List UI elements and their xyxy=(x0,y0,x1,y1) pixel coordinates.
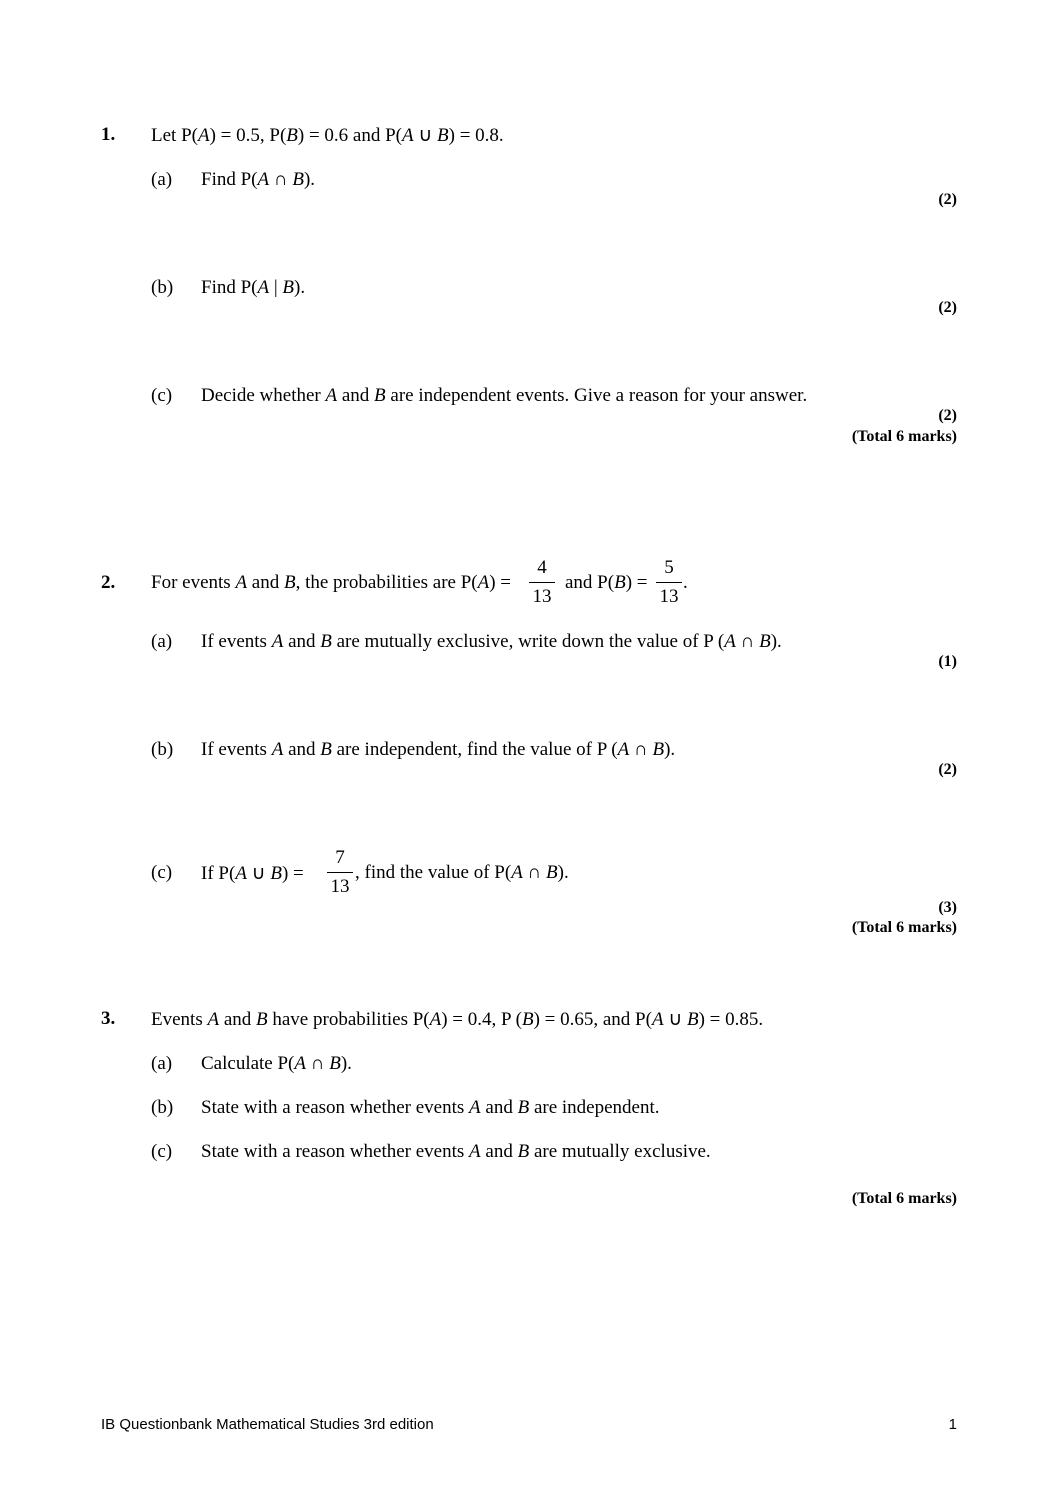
part-label: (c) xyxy=(151,862,173,883)
question-number: 3. xyxy=(101,1008,116,1029)
part-label: (b) xyxy=(151,277,174,298)
part-label: (a) xyxy=(151,169,173,190)
period: . xyxy=(683,572,688,593)
page-number: 1 xyxy=(948,1416,957,1433)
marks: (2) xyxy=(938,407,957,424)
question-stem: Events A and B have probabilities P(A) = 0.4, P (B) = 0.65, and P(A ∪ B) = 0.85. xyxy=(151,1009,764,1030)
part-text: If events A and B are independent, find the value of P (A ∩ B). xyxy=(201,739,676,760)
fraction: 5 13 xyxy=(656,557,682,608)
marks: (3) xyxy=(938,899,957,916)
part-text: Calculate P(A ∩ B). xyxy=(201,1053,352,1074)
part-text-cont: , find the value of P(A ∩ B). xyxy=(355,862,569,883)
fraction: 7 13 xyxy=(327,847,353,898)
total-marks: (Total 6 marks) xyxy=(851,919,957,936)
part-text: If events A and B are mutually exclusive, write down the value of P (A ∩ B). xyxy=(201,631,782,652)
marks: (2) xyxy=(938,191,957,208)
marks: (2) xyxy=(938,299,957,316)
part-text: Find P(A | B). xyxy=(201,277,306,298)
footer-title: IB Questionbank Mathematical Studies 3rd edition xyxy=(101,1416,434,1433)
part-text: State with a reason whether events A and B are independent. xyxy=(201,1097,660,1118)
total-marks: (Total 6 marks) xyxy=(851,428,957,445)
question-stem: For events A and B, the probabilities are P(A) = xyxy=(151,572,512,593)
part-label: (a) xyxy=(151,1053,173,1074)
part-label: (c) xyxy=(151,1141,173,1162)
part-text: If P(A ∪ B) = xyxy=(201,863,304,884)
question-stem: Let P(A) = 0.5, P(B) = 0.6 and P(A ∪ B) = 0.8. xyxy=(151,125,504,146)
part-label: (b) xyxy=(151,739,174,760)
marks: (1) xyxy=(938,653,957,670)
part-label: (c) xyxy=(151,385,173,406)
question-number: 2. xyxy=(101,572,116,593)
question-number: 1. xyxy=(101,124,116,145)
part-text: State with a reason whether events A and B are mutually exclusive. xyxy=(201,1141,711,1162)
part-label: (a) xyxy=(151,631,173,652)
fraction: 4 13 xyxy=(529,557,555,608)
part-text: Find P(A ∩ B). xyxy=(201,169,316,190)
part-text: Decide whether A and B are independent events. Give a reason for your answer. xyxy=(201,385,808,406)
question-stem-cont: and P(B) = xyxy=(565,572,648,593)
marks: (2) xyxy=(938,761,957,778)
part-label: (b) xyxy=(151,1097,174,1118)
total-marks: (Total 6 marks) xyxy=(851,1190,957,1207)
